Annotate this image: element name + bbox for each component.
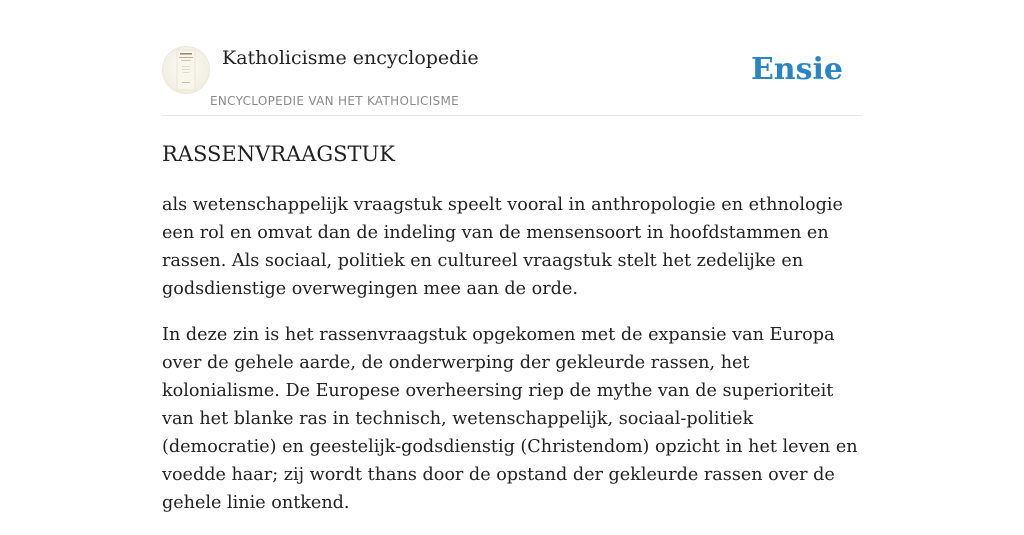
book-cover-icon[interactable] (162, 46, 210, 94)
brand-logo-link[interactable]: Ensie (750, 52, 843, 87)
site-header (162, 40, 862, 116)
site-subtitle: ENCYCLOPEDIE VAN HET KATHOLICISME (210, 94, 459, 108)
article-title: RASSENVRAAGSTUK (162, 142, 395, 166)
article-paragraph: als wetenschappelijk vraagstuk speelt vooral in anthropologie en ethnologie een rol en omvat dan de indeling van de mensensoort in hoofdstammen en rassen. Als sociaal, politiek en cultureel vraagstuk stelt het zedelijke en godsdienstige overwegingen mee aan de orde. (162, 195, 843, 299)
article-paragraph: In deze zin is het rassenvraagstuk opgekomen met de expansie van Europa over de gehele aarde, de onderwerping der gekleurde rassen, het kolonialisme. De Europese overheersing riep de mythe van de superioriteit van het blanke ras in technisch, wetenschappelijk, sociaal-politiek (democratie) en geestelijk-godsdienstig (Christendom) opzicht in het leven en voedde haar; zij wordt thans door de opstand der gekleurde rassen over de gehele linie ontkend. (162, 325, 858, 513)
site-title[interactable]: Katholicisme encyclopedie (222, 47, 479, 69)
book-cover-graphic (162, 46, 210, 94)
article (162, 140, 862, 535)
